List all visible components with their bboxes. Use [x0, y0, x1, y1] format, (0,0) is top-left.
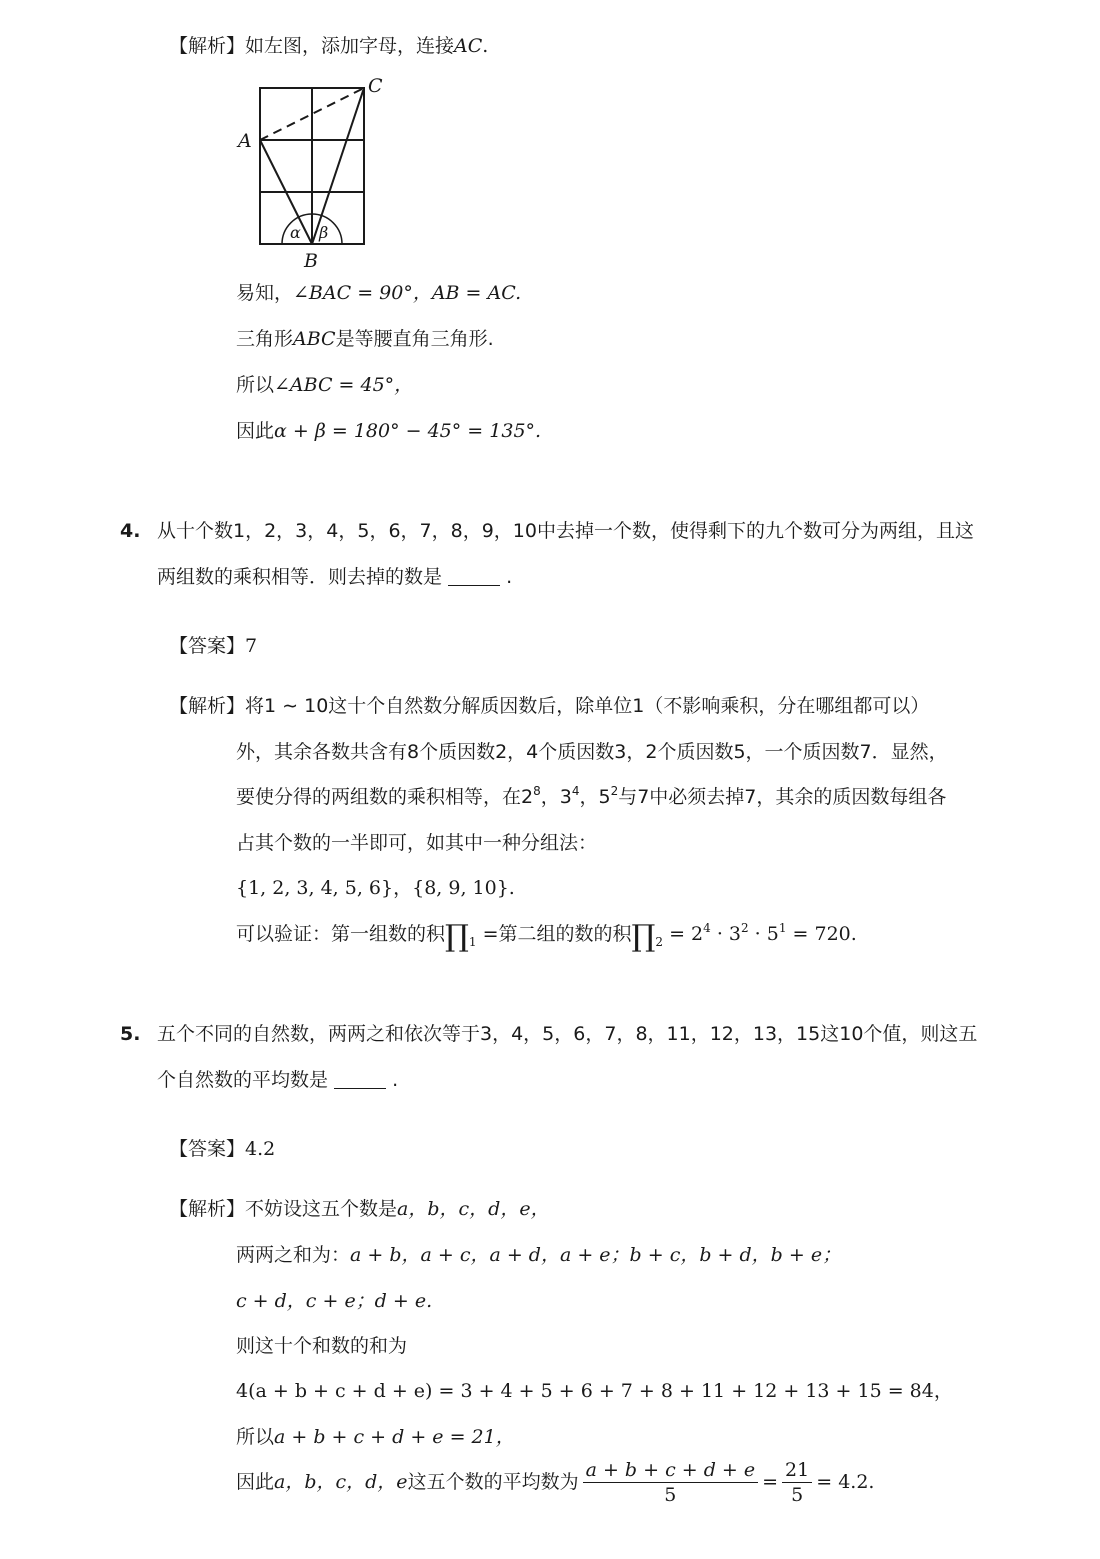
q4-a3-sup3: 2 [610, 784, 619, 798]
q4-analysis-line-4: 占其个数的一半即可，如其中一种分组法： [236, 832, 598, 854]
answer-label: 【答案】 [169, 1138, 246, 1160]
q4-answer-line [169, 634, 257, 658]
q5-a1-pre: 不妨设这五个数是 [245, 1198, 398, 1220]
q3-step-1 [236, 281, 521, 305]
q3-s4-math: α + β = 180° − 45° = 135°. [274, 420, 542, 442]
q4-analysis-line-3 [236, 785, 946, 809]
q4-a6-b3: · 5 [748, 923, 779, 945]
q4-answer-blank [448, 585, 500, 586]
q4-number: 4. [120, 520, 141, 542]
q5-a7-mid: 这五个数的平均数为 [407, 1471, 579, 1493]
q4-a3-sup1: 8 [533, 784, 541, 798]
q4-question-line-2: 两组数的乘积相等．则去掉的数是 . [157, 566, 513, 588]
q4-answer-value: 7 [245, 635, 258, 657]
q5-a7-vars: a，b，c，d，e [274, 1471, 408, 1493]
answer-label: 【答案】 [169, 635, 246, 657]
q3-s3-text: 所以 [236, 374, 275, 396]
q4-a6-e2: 2 [741, 921, 749, 935]
q5-analysis-line-6 [236, 1425, 515, 1449]
frac2-numerator: 21 [782, 1458, 812, 1483]
q3-s1-math: ∠BAC = 90°，AB = AC. [293, 282, 522, 304]
q5-answer-value: 4.2 [245, 1138, 276, 1160]
q4-a1: 将1 ∼ 10这十个自然数分解质因数后，除单位1（不影响乘积，分在哪组都可以） [245, 695, 930, 717]
q3-s3-math: ∠ABC = 45°， [274, 374, 414, 396]
q5-a1-math: a，b，c，d，e， [397, 1198, 550, 1220]
q4-a6-e1: 4 [703, 921, 711, 935]
q4-a6-pre: 可以验证：第一组数的积 [236, 923, 446, 945]
q5-analysis-line-1 [169, 1197, 550, 1221]
q4-a6-e3: 1 [778, 921, 787, 935]
q4-a3-mid1: ，3 [540, 786, 572, 808]
frac1-denominator: 5 [664, 1484, 677, 1506]
analysis-label: 【解析】 [169, 35, 246, 57]
q3-analysis-line: 【解析】如左图，添加字母，连接AC. [169, 35, 489, 57]
q4-analysis-line-5: {1, 2, 3, 4, 5, 6}，{8, 9, 10}. [236, 877, 515, 899]
q3-intro-math: AC [454, 35, 483, 57]
q5-a6-math: a + b + c + d + e = 21， [274, 1426, 515, 1448]
q4-analysis-line-6 [236, 919, 857, 954]
product-symbol-1: ∏ [445, 919, 469, 954]
q3-step-3 [236, 373, 413, 397]
q5-a6-pre: 所以 [236, 1426, 275, 1448]
q4-line2-text: 两组数的乘积相等．则去掉的数是 [157, 566, 443, 588]
q4-a6-sub2: 2 [655, 935, 664, 949]
q4-a3-mid2: ，5 [579, 786, 611, 808]
q3-step-2 [236, 327, 494, 351]
q5-question-line-1: 五个不同的自然数，两两之和依次等于3，4，5，6，7，8，11，12，13，15这10个值，则这五 [157, 1023, 978, 1045]
q5-a2-pre: 两两之和为： [236, 1244, 351, 1266]
frac1-numerator: a + b + c + d + e [583, 1458, 759, 1483]
q4-a6-b2: · 3 [710, 923, 741, 945]
q4-question-line-1: 从十个数1，2，3，4，5，6，7，8，9，10中去掉一个数，使得剩下的九个数可分为两组，且这 [157, 520, 974, 542]
product-symbol-2: ∏ [631, 919, 656, 954]
q4-analysis-line-2: 外，其余各数共含有8个质因数2，4个质因数3，2个质因数5，一个质因数7．显然， [236, 741, 948, 763]
q5-answer-line [169, 1137, 275, 1161]
q5-analysis-line-4: 则这十个和数的和为 [236, 1335, 408, 1357]
q5-number: 5. [120, 1023, 141, 1045]
q3-s2-math: ABC [293, 328, 336, 350]
q5-a7-end: = 4.2. [816, 1471, 875, 1493]
analysis-label: 【解析】 [169, 1198, 246, 1220]
label-c: C [368, 75, 383, 97]
label-beta: β [319, 223, 329, 242]
frac2-denominator: 5 [791, 1484, 804, 1506]
q5-answer-blank [334, 1088, 386, 1089]
q4-a6-end: = 720. [786, 923, 857, 945]
q3-step-4 [236, 419, 541, 443]
q5-question-line-2: 个自然数的平均数是 . [157, 1069, 399, 1091]
q5-analysis-line-2 [236, 1243, 841, 1267]
q4-a6-eq: = 2 [663, 923, 704, 945]
q3-intro-text: 如左图，添加字母，连接 [245, 35, 455, 57]
q5-analysis-line-7 [236, 1458, 874, 1507]
label-b: B [304, 250, 318, 272]
q3-s2-pre: 三角形 [236, 328, 294, 350]
q5-eq1: = [762, 1471, 779, 1493]
fraction-21-over-5 [782, 1458, 812, 1507]
q5-line2-text: 个自然数的平均数是 [157, 1069, 329, 1091]
q4-a3-sup2: 4 [571, 784, 580, 798]
q5-analysis-line-5: 4(a + b + c + d + e) = 3 + 4 + 5 + 6 + 7 + 8 + 11 + 12 + 13 + 15 = 84， [236, 1380, 953, 1402]
q4-analysis-line-1 [169, 694, 929, 718]
q4-a3-post: 与7中必须去掉7，其余的质因数每组各 [618, 786, 947, 808]
q4-a6-sub1: 1 [468, 935, 477, 949]
label-alpha: α [290, 223, 301, 242]
q4-a3-pre: 要使分得的两组数的乘积相等，在2 [236, 786, 534, 808]
q3-grid-figure [230, 72, 400, 272]
q3-s4-text: 因此 [236, 420, 275, 442]
q5-analysis-line-3: c + d，c + e；d + e. [236, 1290, 433, 1312]
q3-s2-post: 是等腰直角三角形. [335, 328, 494, 350]
analysis-label: 【解析】 [169, 695, 246, 717]
q3-s1-text: 易知， [236, 282, 294, 304]
q4-a6-mid: =第二组的数的积 [476, 923, 632, 945]
q5-a7-pre: 因此 [236, 1471, 275, 1493]
q5-a2-math: a + b，a + c，a + d，a + e；b + c，b + d，b + e； [350, 1244, 842, 1266]
fraction-sum-over-five [583, 1458, 759, 1507]
label-a: A [238, 130, 252, 152]
